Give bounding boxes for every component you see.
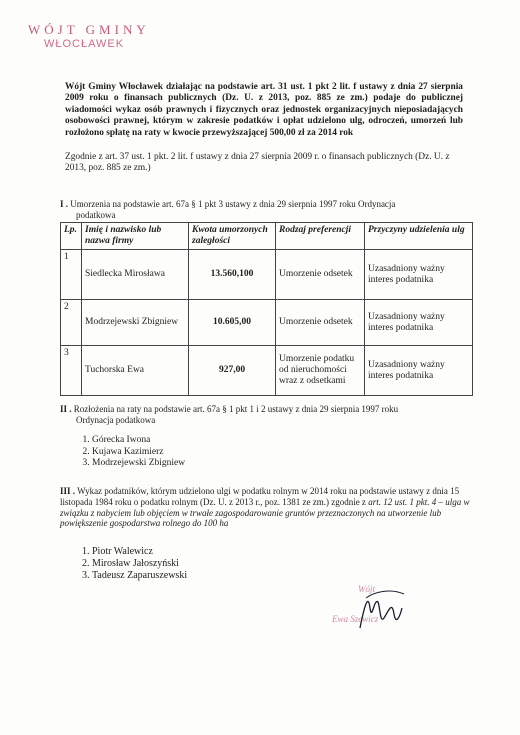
row-name: Siedlecka Mirosława (82, 250, 189, 300)
section-3-text: Wykaz podatników, którym udzielono ulgi w podatku rolnym w 2014 roku na podstawie ustawy z dnia 15 listopada 1984 roku o podatku rolnym (Dz. U. z 2013 r., poz. 1381 ze zm.) zgodnie z (60, 486, 460, 507)
row-amount: 10.605,00 (189, 300, 276, 346)
stamp-title: WÓJT GMINY (28, 22, 150, 37)
list-item: 3. Modrzejewski Zbigniew (92, 458, 185, 470)
row-name: Tuchorska Ewa (82, 346, 189, 396)
header-lp: Lp. (61, 223, 82, 250)
row-type: Umorzenie podatku od nieruchomości wraz z odsetkami (276, 346, 365, 396)
list-item: 1. Górecka Iwona (92, 435, 185, 447)
list-item: 2. Kujawa Kazimierz (92, 447, 185, 459)
row-name: Modrzejewski Zbigniew (82, 300, 189, 346)
installment-list (76, 435, 185, 470)
row-lp: 1 (61, 250, 82, 300)
row-type: Umorzenie odsetek (276, 250, 365, 300)
signature-block (330, 578, 440, 638)
header-amount: Kwota umorzonych zaległości (189, 223, 276, 250)
header-type: Rodzaj preferencji (276, 223, 365, 250)
row-lp: 3 (61, 346, 82, 396)
section-2-heading (60, 404, 470, 426)
header-reason: Przyczyny udzielenia ulg (365, 223, 473, 250)
stamp-subtitle: WŁOCŁAWEK (44, 38, 125, 50)
header-name: Imię i nazwisko lub nazwa firmy (82, 223, 189, 250)
section-2-title-cont: Ordynacja podatkowa (76, 415, 156, 425)
list-item: 2. Mirosław Jałoszyński (92, 558, 187, 570)
row-type: Umorzenie odsetek (276, 300, 365, 346)
section-3-paragraph (60, 486, 475, 529)
row-amount: 13.560,100 (189, 250, 276, 300)
section-2-number: II . (60, 404, 72, 414)
list-item: 1. Piotr Walewicz (92, 546, 187, 558)
relief-table (60, 222, 473, 396)
row-amount: 927,00 (189, 346, 276, 396)
signature-stamp-top: Wójt (358, 584, 375, 594)
section-1-number: I . (60, 199, 69, 209)
signature-stamp-name: Ewa Szewicz (332, 614, 379, 624)
row-reason: Uzasadniony ważny interes podatnika (365, 300, 473, 346)
table-header-row (61, 223, 473, 250)
table-row (61, 300, 473, 346)
table-row (61, 346, 473, 396)
section-1-title-cont: podatkowa (76, 210, 116, 220)
intro-bold-paragraph: Wójt Gminy Włocławek działając na podstawie art. 31 ust. 1 pkt 2 lit. f ustawy z dnia 27 sierpnia 2009 roku o finansach publicznych (Dz. U. z 2013, poz. 885 ze zm.) podaje do publicznej wiadomości wykaz osób prawnych i fizycznych oraz jednostek organizacyjnych nieposiadających osobowości prawnej, którym w zakresie podatków i opłat udzielono ulg, odroczeń, umorzeń lub rozłożono spłatę na raty w kwocie przewyższającej 500,00 zł za 2014 rok (65, 82, 463, 138)
row-lp: 2 (61, 300, 82, 346)
intro-legal-basis: Zgodnie z art. 37 ust. 1 pkt. 2 lit. f ustawy z dnia 27 sierpnia 2009 r. o finansach publicznych (Dz. U. z 2013, poz. 885 ze zm.) (65, 152, 450, 174)
list-item: 3. Tadeusz Zaparuszewski (92, 570, 187, 582)
section-3-italic-text: art. 12 ust. 1 pkt. 4 – ulga w związku z nabyciem lub objęciem w trwałe zagospodarowanie gruntów przeznaczonych na utworzenie lub powiększenie gospodarstwa rolnego do 100 ha (60, 496, 470, 529)
section-2-title: Rozłożenia na raty na podstawie art. 67a § 1 pkt 1 i 2 ustawy z dnia 29 sierpnia 1997 roku (73, 404, 399, 414)
row-reason: Uzasadniony ważny interes podatnika (365, 250, 473, 300)
section-1-heading (60, 199, 470, 221)
signature-graphic (330, 578, 440, 638)
section-1-title: Umorzenia na podstawie art. 67a § 1 pkt 3 ustawy z dnia 29 sierpnia 1997 roku Ordynacja (70, 199, 396, 209)
row-reason: Uzasadniony ważny interes podatnika (365, 346, 473, 396)
table-row (61, 250, 473, 300)
farm-relief-list (76, 546, 187, 583)
section-3-number: III . (60, 486, 76, 496)
